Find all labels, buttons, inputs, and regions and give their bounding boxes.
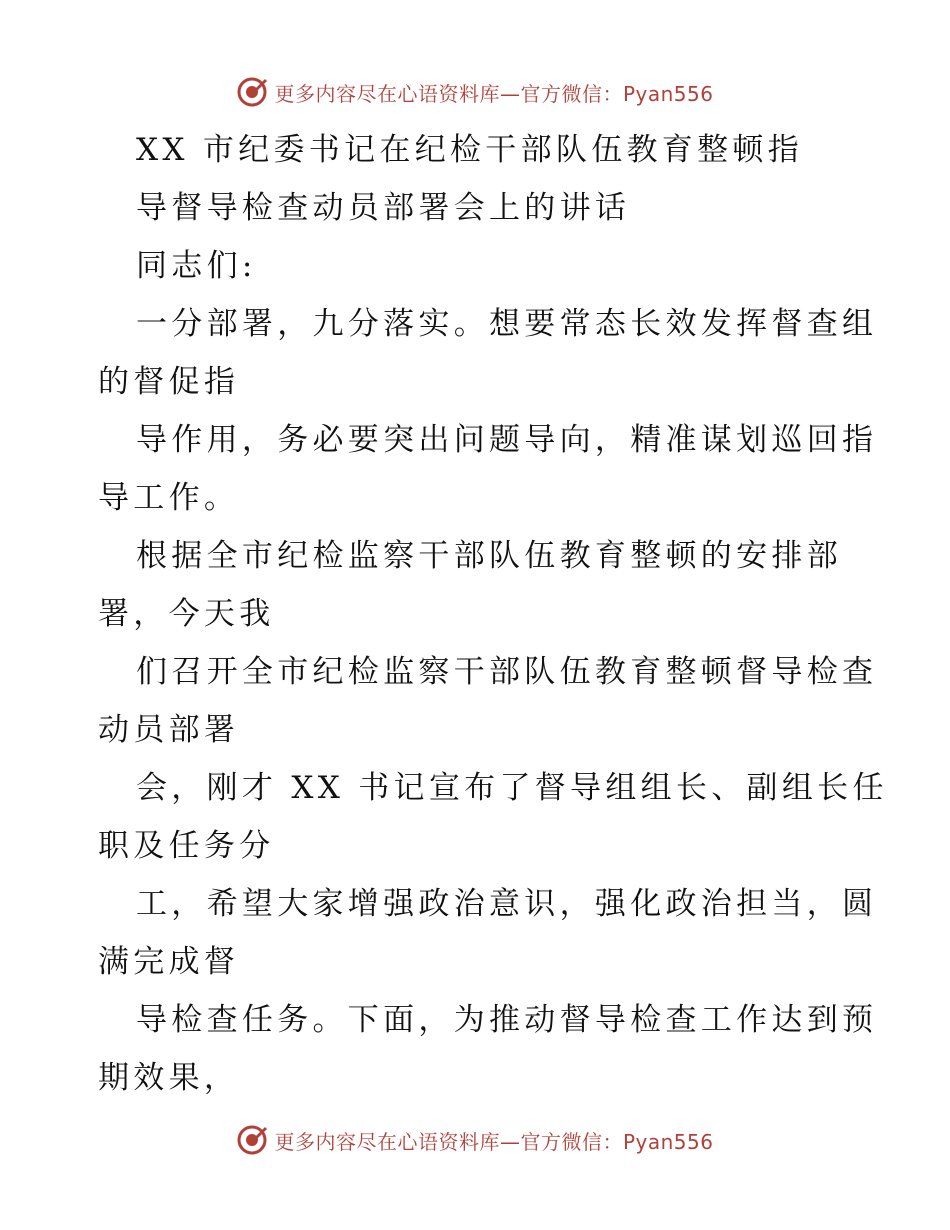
text-line: 导工作。 [98,480,240,516]
text-line: 期效果， [98,1060,240,1096]
watermark-text: 更多内容尽在心语资料库—官方微信：Pyan556 [274,1129,714,1154]
text-line: 导检查任务。下面，为推动督导检查工作达到预 [136,1002,878,1038]
pen-logo-icon [236,1124,268,1156]
text-line: 的督促指 [98,364,240,400]
watermark-banner-bottom [0,1120,950,1160]
text-line: 动员部署 [98,712,240,748]
text-line: 们召开全市纪检监察干部队伍教育整顿督导检查 [136,654,878,690]
watermark-banner-top [0,72,950,112]
text-line: 职及任务分 [98,828,275,864]
watermark-text: 更多内容尽在心语资料库—官方微信：Pyan556 [274,81,714,106]
text-line: 会，刚才 XX 书记宣布了督导组组长、副组长任 [136,770,888,806]
text-line: 一分部署，九分落实。想要常态长效发挥督查组 [136,306,878,342]
text-line: 导督导检查动员部署会上的讲话 [136,190,631,226]
pen-logo-icon [236,76,268,108]
text-line: 工，希望大家增强政治意识，强化政治担当，圆 [136,886,878,922]
text-line: 同志们: [136,248,257,284]
text-line: 署，今天我 [98,596,275,632]
text-line: 根据全市纪检监察干部队伍教育整顿的安排部 [136,538,842,574]
text-line: XX 市纪委书记在纪检干部队伍教育整顿指 [136,132,803,168]
text-line: 导作用，务必要突出问题导向，精准谋划巡回指 [136,422,878,458]
text-line: 满完成督 [98,944,240,980]
